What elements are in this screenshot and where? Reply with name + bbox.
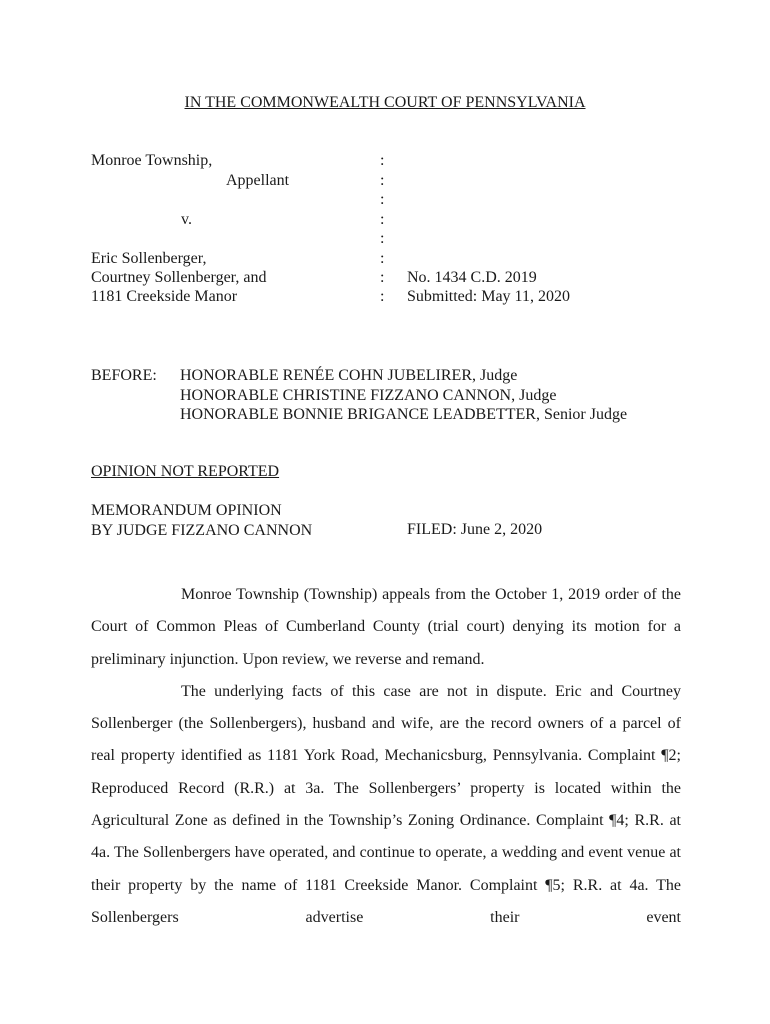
filed-date: FILED: June 2, 2020: [407, 521, 543, 538]
judge-line: HONORABLE RENÉE COHN JUBELIRER, Judge: [180, 367, 518, 384]
memorandum-line-2: BY JUDGE FIZZANO CANNON: [91, 521, 313, 539]
caption-colon: :: [380, 191, 385, 208]
before-label: BEFORE:: [91, 367, 157, 384]
court-title: IN THE COMMONWEALTH COURT OF PENNSYLVANIA: [184, 94, 586, 111]
caption-colon: :: [380, 288, 385, 305]
caption-colon: :: [380, 172, 385, 189]
judge-line: HONORABLE CHRISTINE FIZZANO CANNON, Judge: [180, 386, 557, 404]
opinion-not-reported: OPINION NOT REPORTED: [91, 463, 280, 480]
caption-colon: :: [380, 269, 385, 286]
submitted-date: Submitted: May 11, 2020: [407, 288, 570, 305]
appellant-name: Monroe Township,: [91, 152, 213, 169]
versus-label: v.: [181, 211, 192, 228]
appellee-line-2: Courtney Sollenberger, and: [91, 269, 267, 286]
body-paragraph: Monroe Township (Township) appeals from the October 1, 2019 order of the Court of Common Pleas of Cumberland County (trial court) denying its motion for a preliminary injunction. Upon review, we reverse and remand.: [91, 586, 681, 668]
judge-line: HONORABLE BONNIE BRIGANCE LEADBETTER, Senior Judge: [180, 406, 628, 423]
caption-colon: :: [380, 230, 385, 247]
memorandum-line-1: MEMORANDUM OPINION: [91, 502, 282, 519]
memorandum-heading: [91, 501, 312, 540]
caption-colon: :: [380, 211, 385, 228]
docket-number: No. 1434 C.D. 2019: [407, 269, 537, 286]
opinion-body: [91, 579, 681, 934]
caption-colon: :: [380, 152, 385, 169]
appellee-line-1: Eric Sollenberger,: [91, 250, 207, 267]
caption-colon: :: [380, 250, 385, 267]
panel-judges: [180, 366, 627, 425]
appellee-line-3: 1181 Creekside Manor: [91, 288, 238, 305]
body-paragraph: The underlying facts of this case are not in dispute. Eric and Courtney Sollenberger (the Sollenbergers), husband and wife, are the record owners of a parcel of real property identified as 1181 York Road, Mechanicsburg, Pennsylvania. Complaint ¶2; Reproduced Record (R.R.) at 3a. The Sollenbergers’ property is located within the Agricultural Zone as defined in the Township’s Zoning Ordinance. Complaint ¶4; R.R. at 4a. The Sollenbergers have operated, and continue to operate, a wedding and event venue at their property by the name of 1181 Creekside Manor. Complaint ¶5; R.R. at 4a. The Sollenbergers advertise their event: [91, 682, 681, 926]
appellant-role: Appellant: [226, 172, 290, 189]
